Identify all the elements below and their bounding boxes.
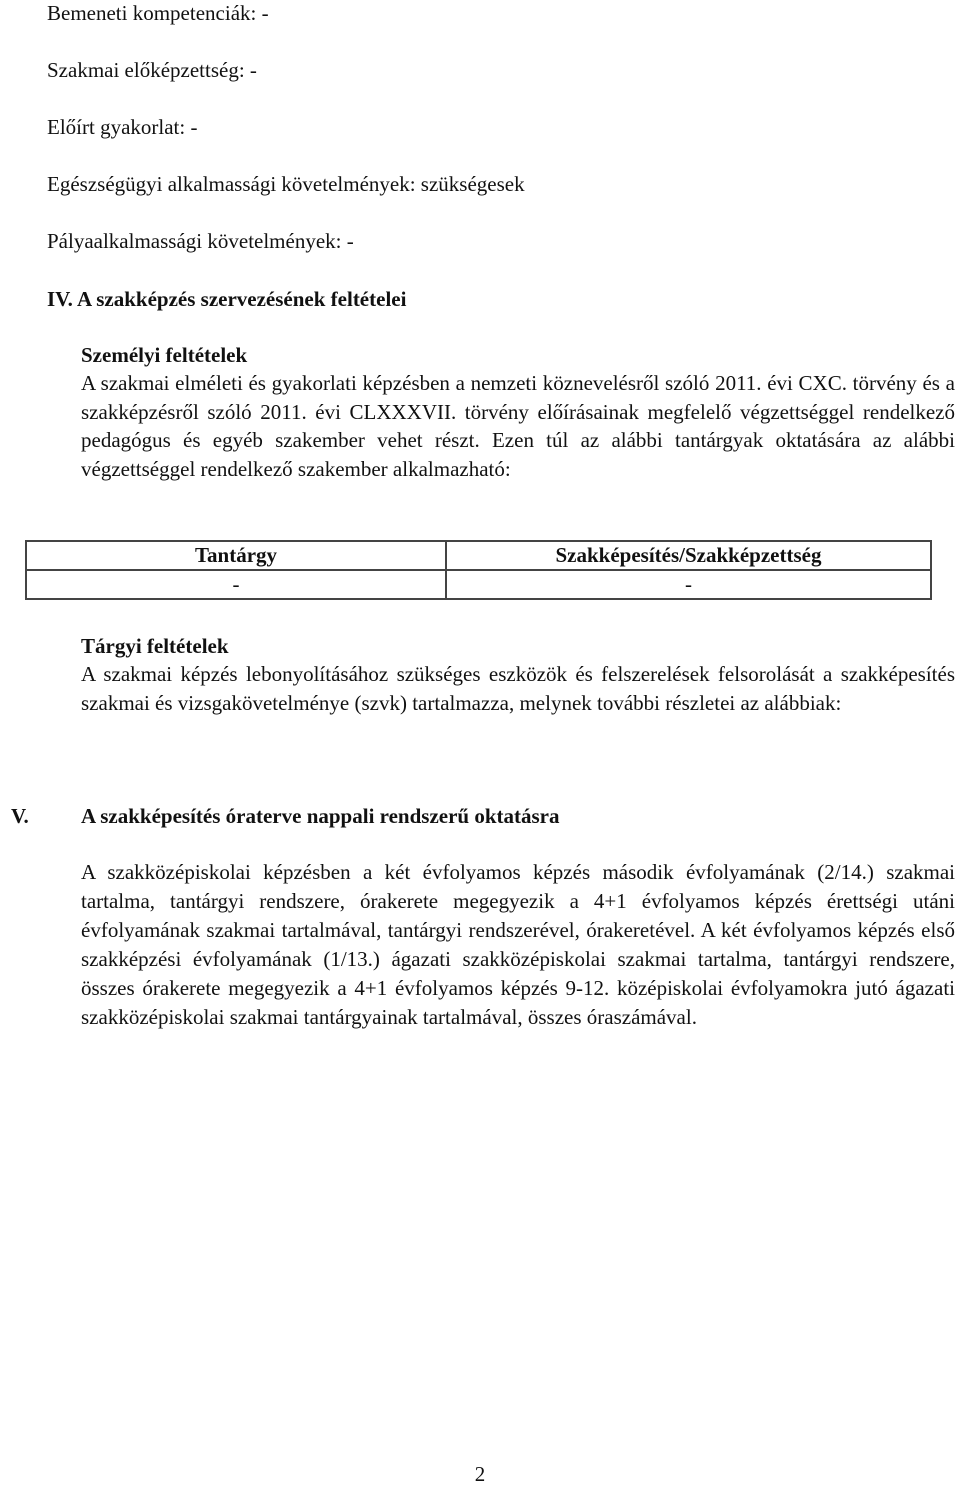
page-number: 2 xyxy=(474,1462,486,1486)
requirement-career-aptitude: Pályaalkalmassági követelmények: - xyxy=(47,229,354,253)
requirement-prior-qualification: Szakmai előképzettség: - xyxy=(47,58,257,82)
requirement-input-competencies: Bemeneti kompetenciák: - xyxy=(47,1,269,25)
subject-qualification-table xyxy=(25,540,932,600)
table-cell-qualification: - xyxy=(446,570,931,599)
personal-conditions-text: A szakmai elméleti és gyakorlati képzésben a nemzeti köznevelésről szóló 2011. évi CXC. törvény és a szakképzésről szóló 2011. évi CLXXXVII. törvény előírásainak megfelelő végzettséggel rendelkező pedagógus és egyéb szakember vehet részt. Ezen túl az alábbi tantárgyak oktatására az alábbi végzettséggel rendelkező szakember alkalmazható: xyxy=(81,371,955,481)
requirement-practice: Előírt gyakorlat: - xyxy=(47,115,198,139)
table-header-subject: Tantárgy xyxy=(26,541,446,570)
section-5-text: A szakközépiskolai képzésben a két évfolyamos képzés második évfolyamának (2/14.) szakmai tartalma, tantárgyi rendszere, órakerete megegyezik a 4+1 évfolyamos képzés érettségi utáni évfolyamának szakmai tartalmával, tantárgyi rendszerével, órakeretével. A két évfolyamos képzés első szakképzési évfolyamának (1/13.) ágazati szakközépiskolai szakmai tartalma, tantárgyi rendszere, összes órakerete megegyezik a 4+1 évfolyamos képzés 9-12. középiskolai évfolyamokra jutó ágazati szakközépiskolai szakmai tantárgyainak tartalmával, összes óraszámával. xyxy=(81,860,955,1029)
section-4-title: IV. A szakképzés szervezésének feltételei xyxy=(47,287,407,311)
table-cell-subject: - xyxy=(26,570,446,599)
table-header-qualification: Szakképesítés/Szakképzettség xyxy=(446,541,931,570)
requirement-health: Egészségügyi alkalmassági követelmények: szükségesek xyxy=(47,172,525,196)
table-header-row xyxy=(26,541,931,570)
personal-conditions-heading: Személyi feltételek xyxy=(81,343,248,367)
material-conditions-heading: Tárgyi feltételek xyxy=(81,634,229,658)
table-row xyxy=(26,570,931,599)
material-conditions-text: A szakmai képzés lebonyolításához szükséges eszközök és felszerelések felsorolását a szakképesítés szakmai és vizsgakövetelménye (szvk) tartalmazza, melynek további részletei az alábbiak: xyxy=(81,662,955,715)
section-5-number: V. xyxy=(11,804,29,828)
section-5-title: A szakképesítés óraterve nappali rendszerű oktatásra xyxy=(81,804,560,828)
